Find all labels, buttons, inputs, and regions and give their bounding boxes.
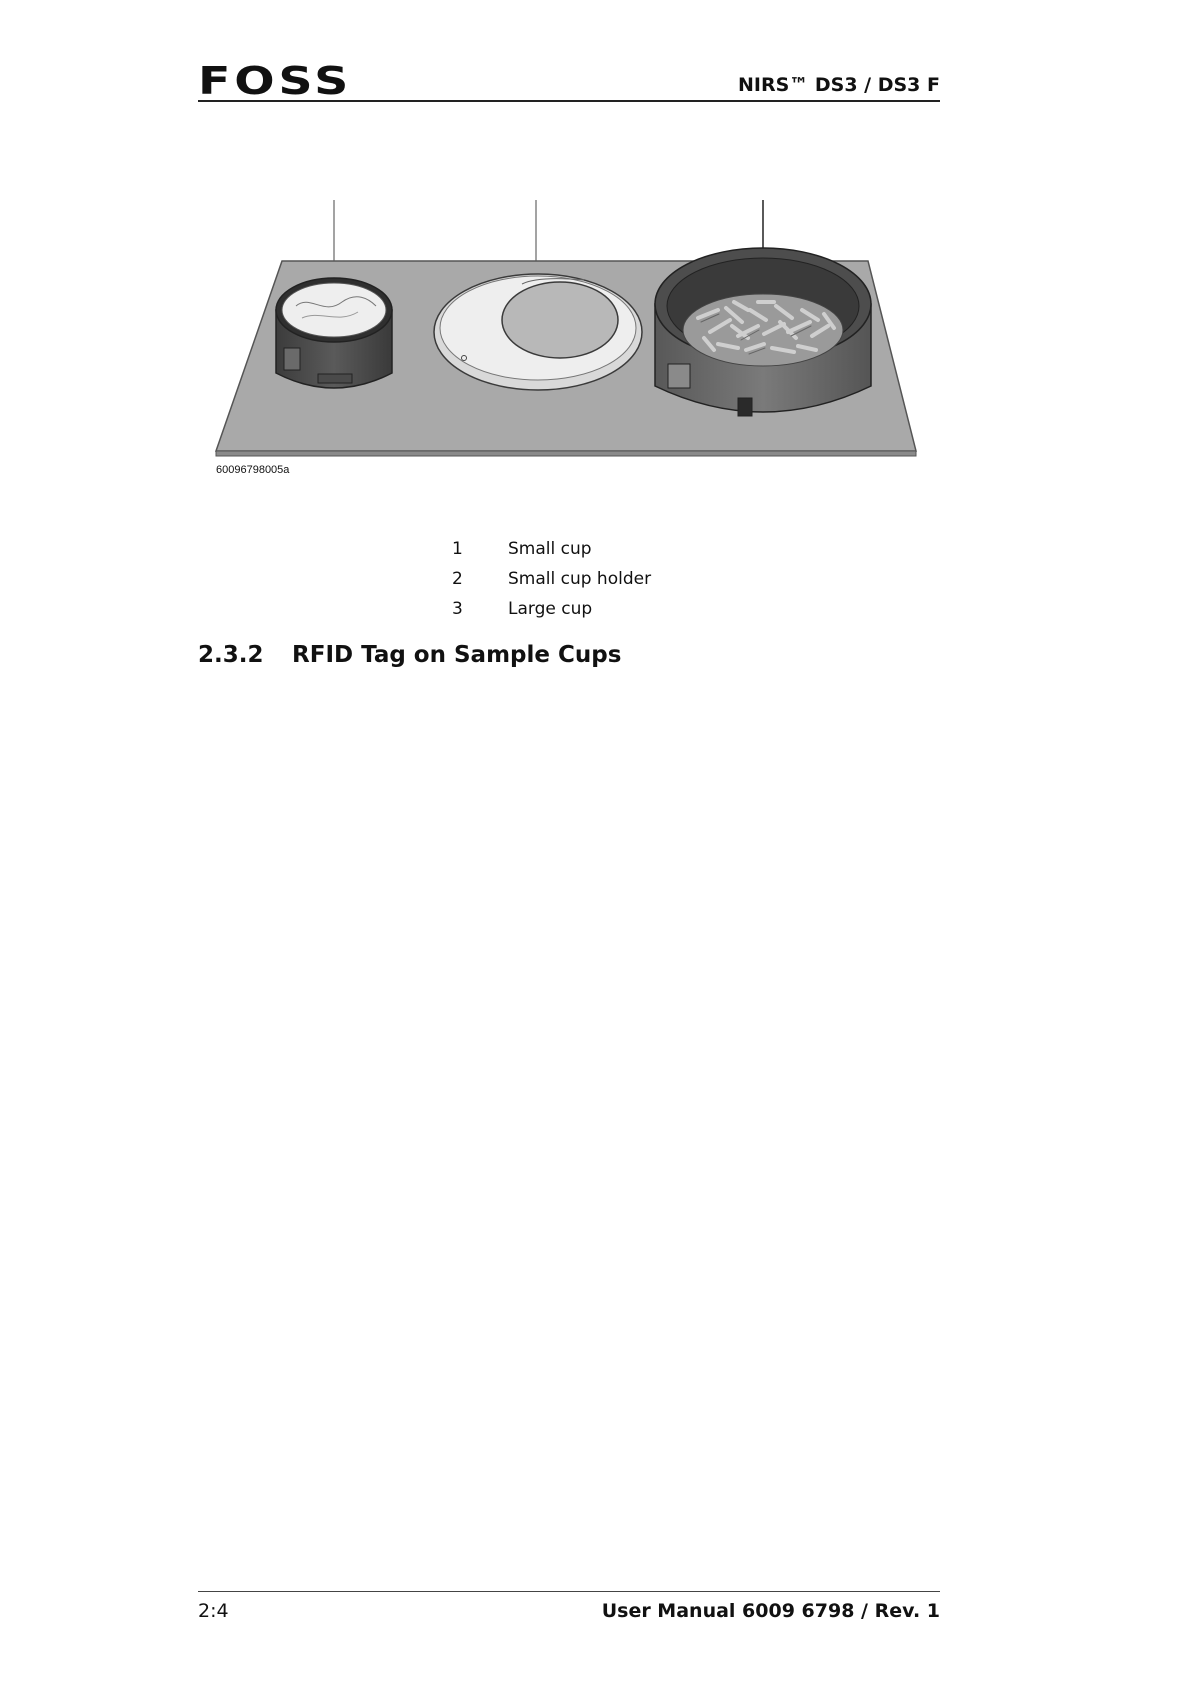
figure-id: 60096798005a bbox=[216, 464, 290, 476]
legend-number: 2 bbox=[452, 569, 463, 589]
legend-label: Large cup bbox=[508, 599, 593, 619]
page-number: 2:4 bbox=[198, 1600, 229, 1622]
small-cup-holder-drawing bbox=[434, 274, 642, 390]
section-heading bbox=[198, 640, 621, 670]
page-header bbox=[198, 59, 940, 103]
legend-label: Small cup bbox=[508, 539, 592, 559]
legend-item bbox=[452, 564, 752, 594]
page-footer bbox=[198, 1591, 940, 1626]
legend-item bbox=[452, 594, 752, 624]
small-cup-drawing bbox=[276, 278, 392, 388]
base-plate-edge bbox=[216, 451, 916, 456]
sample-cups-figure bbox=[198, 198, 940, 480]
legend-number: 1 bbox=[452, 539, 463, 559]
document-title: NIRS™ DS3 / DS3 F bbox=[737, 74, 940, 96]
manual-reference: User Manual 6009 6798 / Rev. 1 bbox=[601, 1600, 940, 1622]
section-number: 2.3.2 bbox=[198, 642, 264, 668]
foss-logo: FOSS bbox=[198, 59, 353, 103]
large-cup-drawing bbox=[655, 248, 871, 416]
legend-label: Small cup holder bbox=[508, 569, 652, 589]
sample-cups-illustration bbox=[198, 198, 940, 480]
figure-legend bbox=[452, 534, 752, 624]
section-title: RFID Tag on Sample Cups bbox=[292, 642, 622, 668]
legend-item bbox=[452, 534, 752, 564]
legend-number: 3 bbox=[452, 599, 463, 619]
